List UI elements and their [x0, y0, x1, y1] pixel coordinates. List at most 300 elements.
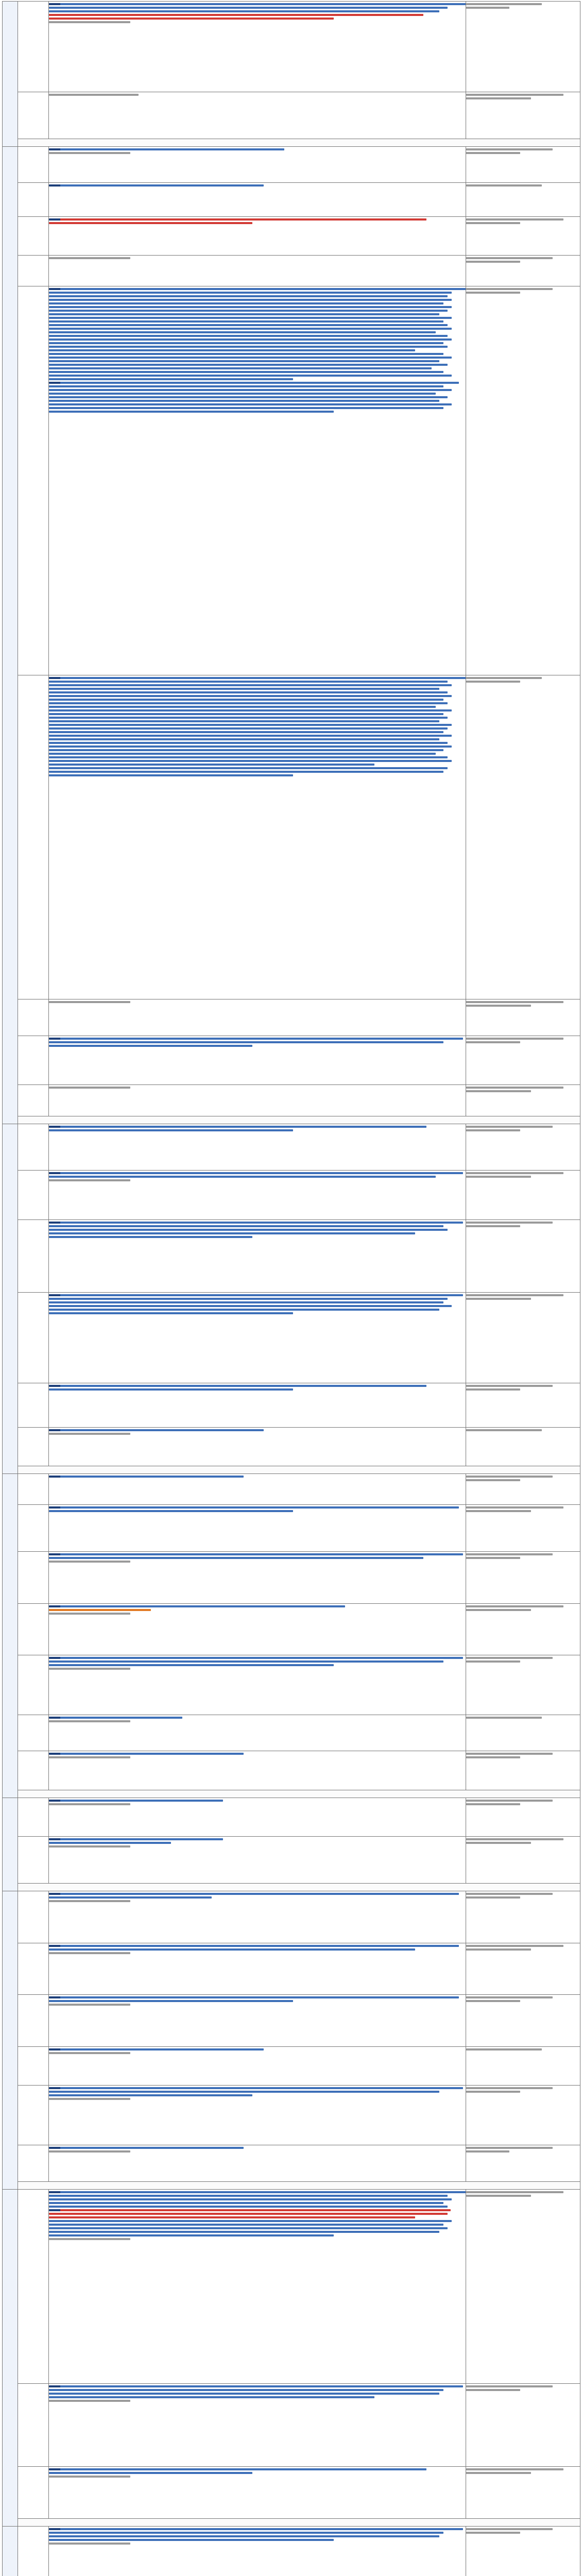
table-row: [3, 1085, 580, 1116]
note-line: [466, 7, 509, 9]
district-cell: [18, 2526, 49, 2576]
text-line: [49, 2234, 334, 2236]
note-line: [466, 2087, 553, 2089]
note-line: [466, 1756, 520, 1758]
table-row: [3, 1474, 580, 1505]
text-line: [49, 717, 448, 719]
text-line: [49, 760, 452, 762]
district-label: [18, 1604, 48, 1609]
district-cell: [18, 1383, 49, 1427]
district-label: [18, 256, 48, 261]
text-line: [49, 2528, 463, 2530]
note-cell: [466, 2086, 580, 2145]
text-line: [49, 342, 443, 344]
text-line: [49, 1557, 423, 1559]
note-cell: [466, 2467, 580, 2519]
note-cell: [466, 1943, 580, 1995]
district-label: [18, 2190, 48, 2195]
text-line: [49, 706, 436, 708]
text-line: [49, 407, 443, 409]
district-cell: [18, 1427, 49, 1466]
text-line: [49, 1664, 334, 1666]
note-line: [466, 222, 520, 224]
text-line: [49, 727, 448, 730]
table-row: [3, 2086, 580, 2145]
note-cell: [466, 92, 580, 139]
text-line: [49, 1087, 130, 1089]
table-row: [3, 1798, 580, 1836]
table-row: [3, 1124, 580, 1171]
note-cell: [466, 216, 580, 255]
district-label: [18, 999, 48, 1005]
note-cell: [466, 1085, 580, 1116]
policy-content-cell: [49, 1995, 466, 2047]
district-cell: [18, 675, 49, 999]
note-line: [466, 1429, 542, 1431]
note-line: [466, 1041, 520, 1043]
district-label: [18, 2527, 48, 2532]
note-line: [466, 2389, 520, 2391]
district-cell: [18, 1474, 49, 1505]
note-line: [466, 1800, 553, 1802]
text-line: [49, 731, 443, 733]
note-line: [466, 681, 520, 683]
text-line: [49, 2195, 448, 2197]
table-row: [3, 2145, 580, 2181]
text-line: [49, 1945, 459, 1947]
text-line: [49, 18, 334, 20]
note-line: [466, 1945, 563, 1947]
text-line: [49, 2472, 252, 2474]
note-cell: [466, 1505, 580, 1552]
text-line: [49, 1996, 459, 1998]
policy-content-cell: [49, 92, 466, 139]
note-cell: [466, 2384, 580, 2467]
text-line: [49, 1506, 459, 1509]
note-line: [466, 1090, 531, 1092]
text-line: [49, 735, 452, 737]
note-cell: [466, 2046, 580, 2085]
district-label: [18, 1474, 48, 1480]
text-line: [49, 688, 439, 690]
table-row: [3, 256, 580, 286]
note-line: [466, 1222, 553, 1224]
text-line: [49, 331, 436, 333]
note-line: [466, 2532, 520, 2534]
policy-content-cell: [49, 1891, 466, 1943]
text-line: [49, 699, 443, 701]
text-line: [49, 2468, 426, 2470]
note-line: [466, 1605, 563, 1607]
text-line: [49, 2004, 130, 2006]
note-cell: [466, 1124, 580, 1171]
note-cell: [466, 256, 580, 286]
note-cell: [466, 675, 580, 999]
district-label: [18, 286, 48, 292]
section-summary: [18, 139, 580, 146]
text-line: [49, 2393, 439, 2395]
note-line: [466, 184, 542, 187]
note-line: [466, 1753, 553, 1755]
district-label: [18, 1943, 48, 1949]
text-line: [49, 349, 415, 351]
text-line: [49, 148, 284, 150]
text-line: [49, 684, 452, 686]
text-line: [49, 1038, 463, 1040]
text-line: [49, 1800, 223, 1802]
policy-content-cell: [49, 675, 466, 999]
policy-content-cell: [49, 1798, 466, 1836]
region-cell: [3, 2526, 18, 2576]
district-cell: [18, 1036, 49, 1085]
district-label: [18, 1751, 48, 1757]
district-label: [18, 2047, 48, 2053]
note-line: [466, 1479, 520, 1481]
note-cell: [466, 2145, 580, 2181]
note-line: [466, 1506, 563, 1509]
table-row: [3, 1551, 580, 1603]
text-line: [49, 1845, 130, 1848]
region-cell: [3, 1474, 18, 1798]
text-line: [49, 720, 439, 722]
text-line: [49, 774, 293, 776]
district-cell: [18, 1505, 49, 1552]
table-row: [3, 1427, 580, 1466]
text-line: [49, 21, 130, 23]
district-cell: [18, 183, 49, 216]
text-line: [49, 1609, 151, 1611]
text-line: [49, 317, 452, 319]
district-cell: [18, 1655, 49, 1715]
table-row: [3, 2526, 580, 2576]
text-line: [49, 767, 448, 769]
table-row: [3, 1837, 580, 1884]
note-cell: [466, 146, 580, 182]
table-row: [3, 1943, 580, 1995]
note-cell: [466, 1837, 580, 1884]
text-line: [49, 393, 436, 395]
district-label: [18, 2145, 48, 2151]
district-cell: [18, 1603, 49, 1655]
district-cell: [18, 2, 49, 92]
text-line: [49, 2052, 130, 2054]
policy-content-cell: [49, 1751, 466, 1790]
district-cell: [18, 256, 49, 286]
text-line: [49, 310, 448, 312]
text-line: [49, 2543, 130, 2545]
text-line: [49, 753, 436, 755]
note-line: [466, 1225, 520, 1227]
note-line: [466, 261, 520, 263]
text-line: [49, 257, 130, 259]
text-line: [49, 709, 452, 711]
text-line: [49, 2198, 452, 2200]
table-row: [3, 216, 580, 255]
text-line: [49, 764, 374, 766]
note-line: [466, 2528, 553, 2530]
note-line: [466, 2147, 553, 2149]
note-cell: [466, 1751, 580, 1790]
note-cell: [466, 1219, 580, 1292]
note-cell: [466, 2, 580, 92]
text-line: [49, 2150, 130, 2153]
note-line: [466, 1038, 563, 1040]
text-line: [49, 1126, 426, 1128]
district-cell: [18, 1219, 49, 1292]
text-line: [49, 338, 452, 341]
note-cell: [466, 1798, 580, 1836]
text-line: [49, 2098, 130, 2100]
district-label: [18, 1891, 48, 1897]
note-line: [466, 3, 542, 5]
table-row: [3, 675, 580, 999]
note-line: [466, 1896, 520, 1899]
note-line: [466, 2091, 520, 2093]
note-cell: [466, 286, 580, 675]
text-line: [49, 1176, 436, 1178]
text-line: [49, 1952, 130, 1954]
district-cell: [18, 1995, 49, 2047]
text-line: [49, 1309, 439, 1311]
note-line: [466, 1126, 553, 1128]
text-line: [49, 184, 264, 187]
policy-content-cell: [49, 1943, 466, 1995]
table-row: [3, 1036, 580, 1085]
text-line: [49, 1842, 171, 1844]
note-cell: [466, 2189, 580, 2383]
text-line: [49, 2539, 334, 2541]
note-line: [466, 1388, 520, 1391]
table-row: [3, 286, 580, 675]
note-cell: [466, 1655, 580, 1715]
note-line: [466, 677, 542, 679]
table-row: [3, 1751, 580, 1790]
note-cell: [466, 1715, 580, 1751]
note-line: [466, 1609, 531, 1611]
text-line: [49, 1129, 293, 1131]
text-line: [49, 364, 448, 366]
text-line: [49, 1294, 463, 1296]
table-row: [3, 183, 580, 216]
text-line: [49, 2400, 130, 2402]
text-line: [49, 2216, 415, 2218]
text-line: [49, 2147, 244, 2149]
text-line: [49, 288, 466, 290]
text-line: [49, 360, 439, 362]
district-label: [18, 1552, 48, 1557]
policy-content-cell: [49, 2384, 466, 2467]
text-line: [49, 691, 448, 693]
text-line: [49, 1429, 264, 1431]
table-row: [3, 1505, 580, 1552]
section-summary-row: [3, 1883, 580, 1891]
text-line: [49, 328, 452, 330]
region-label: [3, 2, 18, 7]
note-line: [466, 2468, 563, 2470]
district-cell: [18, 2046, 49, 2085]
note-line: [466, 2195, 531, 2197]
policy-content-cell: [49, 1655, 466, 1715]
district-label: [18, 1428, 48, 1433]
district-label: [18, 1995, 48, 2001]
text-line: [49, 1605, 345, 1607]
note-line: [466, 1948, 531, 1951]
note-cell: [466, 1171, 580, 1220]
district-label: [18, 217, 48, 223]
text-line: [49, 713, 443, 715]
table-row: [3, 1995, 580, 2047]
text-line: [49, 2094, 252, 2096]
text-line: [49, 222, 252, 224]
text-line: [49, 749, 443, 751]
note-line: [466, 1001, 563, 1003]
note-cell: [466, 1603, 580, 1655]
text-line: [49, 2532, 443, 2534]
text-line: [49, 2202, 443, 2204]
note-line: [466, 1176, 531, 1178]
district-label: [18, 183, 48, 189]
text-line: [49, 357, 452, 359]
note-line: [466, 1842, 531, 1844]
text-line: [49, 1179, 130, 1181]
policy-content-cell: [49, 286, 466, 675]
table-row: [3, 2384, 580, 2467]
note-line: [466, 1385, 553, 1387]
region-label: [3, 147, 18, 152]
text-line: [49, 2087, 463, 2089]
policy-content-cell: [49, 1124, 466, 1171]
text-line: [49, 2220, 452, 2222]
note-cell: [466, 1292, 580, 1383]
note-line: [466, 2150, 509, 2153]
text-line: [49, 2385, 463, 2387]
note-line: [466, 257, 553, 259]
text-line: [49, 1001, 130, 1003]
text-line: [49, 14, 423, 16]
text-line: [49, 302, 443, 304]
section-summary: [18, 2181, 580, 2189]
text-line: [49, 1896, 212, 1899]
text-line: [49, 7, 448, 9]
region-cell: [3, 1798, 18, 1891]
text-line: [49, 742, 448, 744]
note-line: [466, 2191, 563, 2193]
section-summary: [18, 2518, 580, 2526]
policy-content-cell: [49, 1171, 466, 1220]
note-line: [466, 148, 553, 150]
note-line: [466, 1510, 531, 1512]
region-label: [3, 1798, 18, 1804]
text-line: [49, 2231, 439, 2233]
text-line: [49, 1720, 130, 1722]
district-cell: [18, 1751, 49, 1790]
text-line: [49, 1660, 443, 1663]
note-line: [466, 1553, 553, 1555]
note-cell: [466, 999, 580, 1036]
region-label: [3, 2527, 18, 2532]
text-line: [49, 1900, 130, 1902]
note-cell: [466, 1383, 580, 1427]
district-label: [18, 1085, 48, 1091]
policy-content-cell: [49, 216, 466, 255]
note-line: [466, 1660, 520, 1663]
note-line: [466, 2000, 520, 2002]
note-line: [466, 1996, 553, 1998]
region-cell: [3, 146, 18, 1124]
district-label: [18, 1715, 48, 1721]
policy-content-cell: [49, 256, 466, 286]
region-cell: [3, 1124, 18, 1473]
section-summary-row: [3, 1116, 580, 1124]
text-line: [49, 346, 448, 348]
table-row: [3, 2046, 580, 2085]
district-label: [18, 1798, 48, 1804]
note-line: [466, 1803, 520, 1805]
district-label: [18, 1220, 48, 1226]
text-line: [49, 367, 432, 369]
region-label: [3, 1124, 18, 1130]
district-label: [18, 1383, 48, 1389]
note-cell: [466, 1891, 580, 1943]
policy-content-cell: [49, 2086, 466, 2145]
table-row: [3, 1292, 580, 1383]
note-line: [466, 218, 563, 221]
text-line: [49, 2389, 443, 2391]
policy-content-cell: [49, 1219, 466, 1292]
text-line: [49, 1225, 443, 1227]
note-line: [466, 1172, 563, 1174]
policy-content-cell: [49, 1292, 466, 1383]
policy-content-cell: [49, 1603, 466, 1655]
region-cell: [3, 2189, 18, 2526]
region-label: [3, 1474, 18, 1480]
district-label: [18, 1293, 48, 1298]
note-cell: [466, 183, 580, 216]
section-summary-row: [3, 2181, 580, 2189]
district-cell: [18, 216, 49, 255]
note-line: [466, 1893, 553, 1895]
policy-content-cell: [49, 1715, 466, 1751]
policy-content-cell: [49, 1427, 466, 1466]
text-line: [49, 292, 452, 294]
note-line: [466, 97, 531, 99]
text-line: [49, 1229, 448, 1231]
section-summary: [18, 1790, 580, 1798]
text-line: [49, 1613, 130, 1615]
district-cell: [18, 999, 49, 1036]
district-cell: [18, 1171, 49, 1220]
text-line: [49, 353, 443, 355]
text-line: [49, 382, 459, 384]
note-line: [466, 2385, 553, 2387]
district-cell: [18, 1085, 49, 1116]
district-label: [18, 2467, 48, 2472]
text-line: [49, 335, 448, 337]
district-cell: [18, 1891, 49, 1943]
note-line: [466, 1557, 520, 1559]
text-line: [49, 371, 443, 373]
policy-content-cell: [49, 999, 466, 1036]
district-cell: [18, 1715, 49, 1751]
text-line: [49, 2091, 439, 2093]
policy-content-cell: [49, 2526, 466, 2576]
district-cell: [18, 1551, 49, 1603]
text-line: [49, 2238, 130, 2240]
region-cell: [3, 2, 18, 147]
policy-content-cell: [49, 2046, 466, 2085]
note-line: [466, 1657, 553, 1659]
text-line: [49, 1045, 252, 1047]
